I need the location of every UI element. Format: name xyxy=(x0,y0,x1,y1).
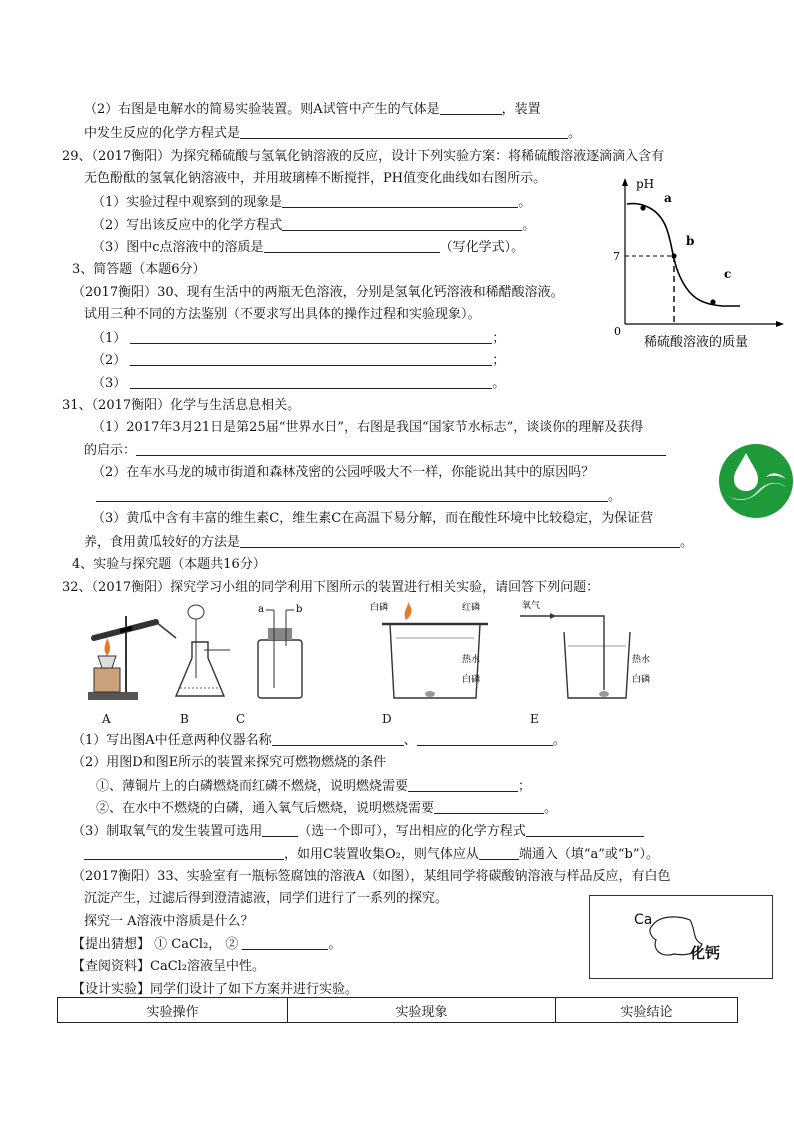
q30-stem-cont: 试用三种不同的方法鉴别（不要求写出具体的操作过程和实验现象）。 xyxy=(84,307,481,322)
answer-blank[interactable] xyxy=(240,533,680,548)
q31-part2-answer: 。 xyxy=(96,487,621,506)
q30-stem: （2017衡阳）30、现有生活中的两瓶无色溶液，分别是氢氧化钙溶液和稀醋酸溶液。 xyxy=(72,285,564,300)
answer-blank[interactable] xyxy=(240,124,568,139)
fig-label-d: D xyxy=(382,712,392,726)
separatory-funnel xyxy=(188,605,204,619)
port-a-label: a xyxy=(258,604,264,615)
torn-label xyxy=(590,896,772,978)
apparatus-b xyxy=(176,605,230,696)
delivery-tube xyxy=(156,622,176,638)
answer-blank[interactable] xyxy=(242,935,328,950)
section-3-heading: 3、简答题（本题6分） xyxy=(72,262,206,277)
col-header-conclusion: 实验结论 xyxy=(556,998,738,1023)
answer-blank[interactable] xyxy=(84,845,284,860)
answer-blank[interactable] xyxy=(96,487,608,502)
answer-blank[interactable] xyxy=(130,374,492,389)
point-c xyxy=(710,299,715,304)
answer-blank[interactable] xyxy=(130,351,492,366)
q33-reference: 【查阅资料】CaCl₂溶液呈中性。 xyxy=(72,959,266,974)
col-header-phenomenon: 实验现象 xyxy=(288,998,556,1023)
q32-part2: （2）用图D和图E所示的装置来探究可燃物燃烧的条件 xyxy=(72,755,387,770)
port-b-label: b xyxy=(296,604,303,615)
q30-answer-3: （3） 。 xyxy=(92,376,506,391)
ph-curve xyxy=(627,204,740,306)
point-a xyxy=(640,205,645,210)
fig-label-e: E xyxy=(530,712,539,726)
q30-answer-1: （1） ； xyxy=(92,331,506,346)
fig-label-c: C xyxy=(236,712,246,726)
y-axis-arrow xyxy=(622,178,628,186)
flame-icon xyxy=(105,638,111,656)
gas-bottle xyxy=(258,640,302,698)
section-4-heading: 4、实验与探究题（本题共16分） xyxy=(72,557,266,572)
label-text-calcium: 化钙 xyxy=(690,944,721,962)
q31-part1-cont: 的启示： xyxy=(84,441,666,460)
apparatus-c xyxy=(258,604,302,698)
q29-part1: （1）实验过程中观察到的现象是 。 xyxy=(92,195,532,210)
q32-part3: （3）制取氧气的发生装置可选用 （选一个即可），写出相应的化学方程式 xyxy=(72,822,644,841)
q28-part2: （2）右图是电解水的简易实验装置。则A试管中产生的气体是 ，装置 xyxy=(84,102,541,117)
answer-blank[interactable] xyxy=(130,329,492,344)
answer-blank[interactable] xyxy=(262,822,298,837)
q29-stem: 29、（2017衡阳）为探究稀硫酸与氢氧化钠溶液的反应，设计下列实验方案：将稀硫酸溶液逐滴滴入含有 xyxy=(62,149,665,164)
answer-blank[interactable] xyxy=(408,777,518,792)
wood-block xyxy=(94,668,120,692)
q29-stem-cont: 无色酚酞的氢氧化钠溶液中，并用玻璃棒不断搅拌，PH值变化曲线如右图所示。 xyxy=(84,171,547,186)
answer-blank[interactable] xyxy=(434,799,544,814)
ph-curve-chart xyxy=(600,172,790,352)
apparatus-figure xyxy=(80,598,690,726)
flow-arrow-icon xyxy=(550,613,556,619)
apparatus-a xyxy=(88,616,176,700)
d-label-red-p: 红磷 xyxy=(462,603,481,613)
q31-part3: （3）黄瓜中含有丰富的维生素C，维生素C在高温下易分解，而在酸性环境中比较稳定，为保证营 xyxy=(92,511,654,526)
q31-part1: （1）2017年3月21日是第25届“世界水日”，右图是我国“国家节水标志”，谈谈你的理解及获得 xyxy=(92,420,644,435)
point-b-label: b xyxy=(686,234,695,248)
stopper xyxy=(268,628,292,640)
apparatus-d xyxy=(370,601,488,698)
answer-blank[interactable] xyxy=(440,100,502,115)
experiment-table xyxy=(57,997,738,1023)
q33-hypothesis: 【提出猜想】 ① CaCl₂， ② 。 xyxy=(72,937,342,952)
label-text-ca: Ca xyxy=(634,912,653,928)
d-label-white-p: 白磷 xyxy=(370,603,389,613)
answer-blank[interactable] xyxy=(272,731,404,746)
q33-explore-1: 探究一 A溶液中溶质是什么？ xyxy=(84,914,254,929)
q33-stem-cont: 沉淀产生，过滤后得到澄清滤液，同学们进行了一系列的探究。 xyxy=(84,891,449,906)
y-tick-7: 7 xyxy=(613,250,620,263)
e-label-hot-water: 热水 xyxy=(632,655,651,665)
q31-part2: （2）在车水马龙的城市街道和森林茂密的公园呼吸大不一样，你能说出其中的原因吗？ xyxy=(92,465,595,480)
answer-blank[interactable] xyxy=(282,193,518,208)
q31-stem: 31、（2017衡阳）化学与生活息息相关。 xyxy=(62,398,301,413)
table-header-row xyxy=(58,998,738,1023)
e-label-white-p: 白磷 xyxy=(632,675,651,685)
oxygen-tube xyxy=(520,616,604,690)
answer-blank[interactable] xyxy=(282,216,522,231)
apparatus-e xyxy=(520,599,650,698)
origin-label: 0 xyxy=(614,325,621,338)
fig-label-b: B xyxy=(180,712,189,726)
q33-design: 【设计实验】同学们设计了如下方案并进行实验。 xyxy=(72,982,359,997)
x-axis-label: 稀硫酸溶液的质量 xyxy=(644,335,749,350)
y-axis-label: pH xyxy=(636,177,655,191)
q32-stem: 32、（2017衡阳）探究学习小组的同学利用下图所示的装置进行相关实验，请回答下列问题： xyxy=(62,580,600,595)
q33-stem: （2017衡阳）33、实验室有一瓶标签腐蚀的溶液A（如图），某组同学将碳酸钠溶液与样品反应，有白色 xyxy=(72,869,671,884)
beaker-e xyxy=(564,632,630,698)
q29-part3: （3）图中c点溶液中的溶质是 （写化学式）。 xyxy=(92,240,525,255)
d-label-white-p-2: 白磷 xyxy=(462,675,481,685)
q32-part1: （1）写出图A中任意两种仪器名称 、 。 xyxy=(72,733,566,748)
answer-blank[interactable] xyxy=(264,238,440,253)
point-a-label: a xyxy=(664,191,672,205)
white-phosphorus-underwater xyxy=(425,691,435,697)
q32-part2-a: ①、薄铜片上的白磷燃烧而红磷不燃烧，说明燃烧需要 ； xyxy=(96,779,532,794)
q30-answer-2: （2） ； xyxy=(92,353,506,368)
stand-base xyxy=(88,692,138,700)
water-saving-logo xyxy=(716,443,794,519)
alcohol-lamp xyxy=(98,656,116,668)
flame-icon xyxy=(405,602,412,620)
bottle-label-box xyxy=(589,895,773,979)
q28-part2-cont: 中发生反应的化学方程式是 。 xyxy=(84,126,582,141)
q29-part2: （2）写出该反应中的化学方程式 。 xyxy=(92,218,536,233)
point-b xyxy=(671,253,676,258)
answer-blank[interactable] xyxy=(417,731,553,746)
e-label-oxygen: 氧气 xyxy=(522,601,541,611)
answer-blank[interactable] xyxy=(136,441,666,456)
col-header-operation: 实验操作 xyxy=(58,998,288,1023)
q32-part3-cont: ，如用C装置收集O₂，则气体应从 端通入（填“a”或“b”）。 xyxy=(84,845,659,864)
q31-part3-cont: 养，食用黄瓜较好的方法是 。 xyxy=(84,535,694,550)
point-c-label: c xyxy=(724,267,732,281)
answer-blank[interactable] xyxy=(479,845,519,860)
x-axis-arrow xyxy=(776,321,784,327)
answer-blank[interactable] xyxy=(526,822,644,837)
q32-part2-b: ②、在水中不燃烧的白磷，通入氧气后燃烧，说明燃烧需要 。 xyxy=(96,801,558,816)
white-phosphorus xyxy=(599,691,609,697)
fig-label-a: A xyxy=(102,712,111,726)
d-label-hot-water: 热水 xyxy=(462,655,481,665)
